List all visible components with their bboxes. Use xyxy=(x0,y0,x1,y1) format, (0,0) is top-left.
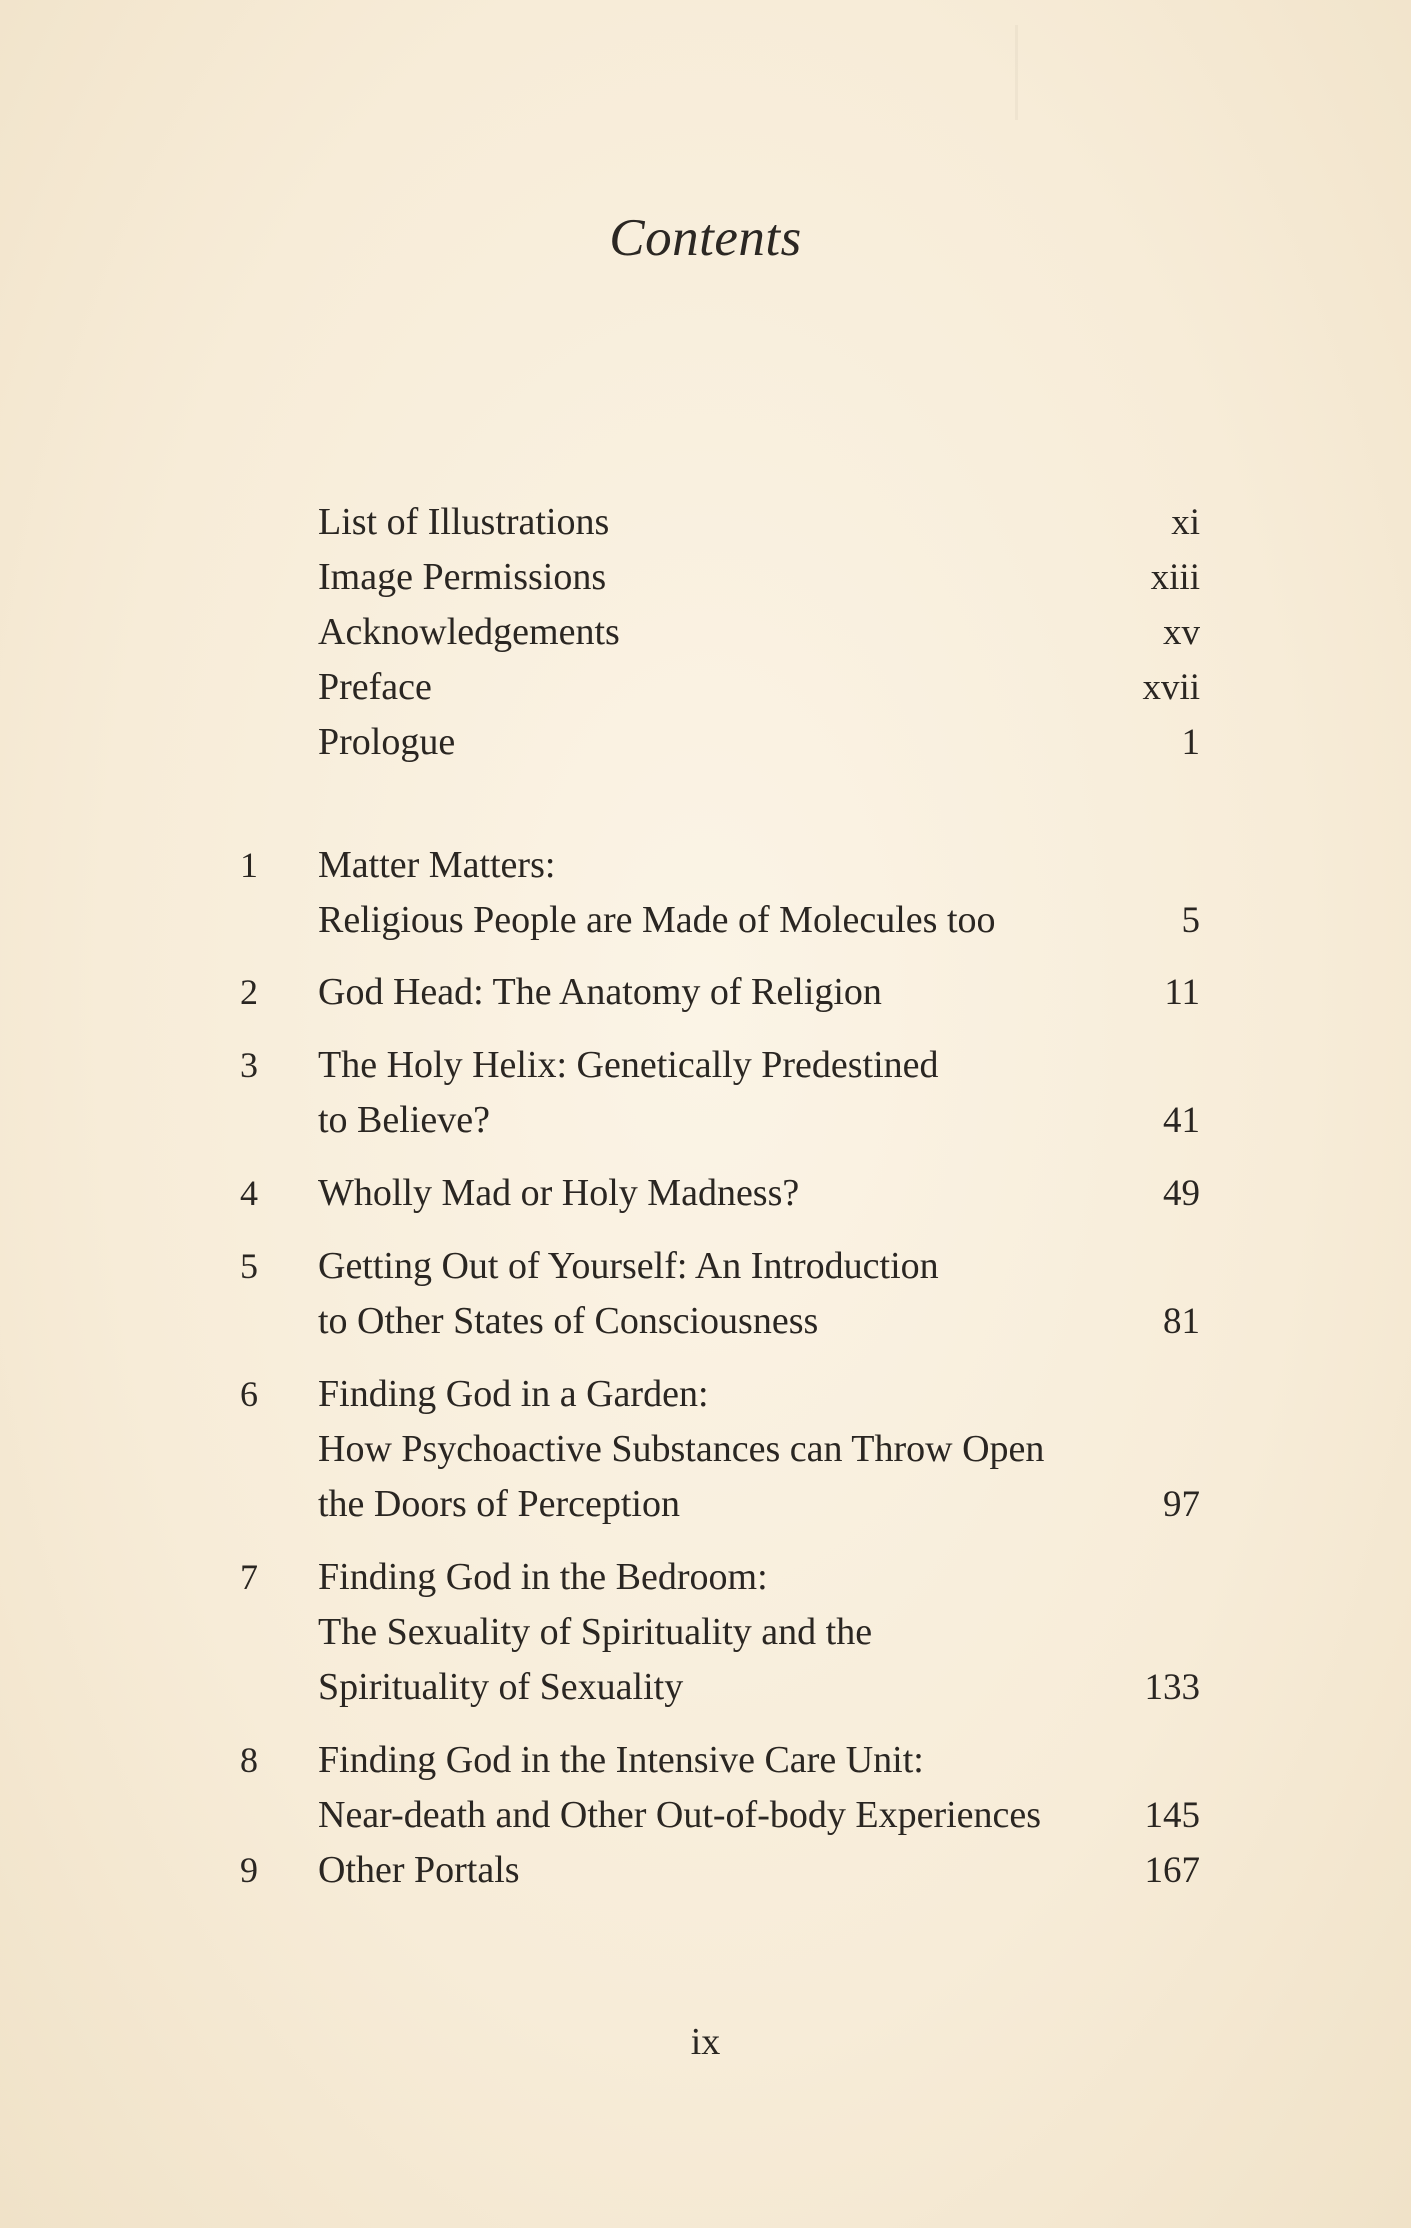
chapter-page: 145 xyxy=(1144,1795,1200,1836)
chapter-title xyxy=(318,1843,1078,1898)
chapter-title-line: God Head: The Anatomy of Religion xyxy=(318,971,882,1013)
chapter-number: 4 xyxy=(240,1173,258,1213)
toc-entry-page: 1 xyxy=(1181,722,1200,763)
chapter-title-line: the Doors of Perception xyxy=(318,1483,680,1525)
chapter-page: 81 xyxy=(1163,1301,1200,1342)
chapter-title-line: Near-death and Other Out-of-body Experiences xyxy=(318,1794,1042,1836)
chapter-title-line: to Believe? xyxy=(318,1099,490,1141)
chapter-title-line: Matter Matters: xyxy=(318,844,556,886)
toc-entry-label: Acknowledgements xyxy=(318,611,620,653)
chapter-title xyxy=(318,965,1078,1020)
chapter-title xyxy=(318,1367,1078,1532)
chapter-number: 2 xyxy=(240,972,258,1012)
chapter-title xyxy=(318,1166,1078,1221)
chapter-title-line: Wholly Mad or Holy Madness? xyxy=(318,1172,800,1214)
chapter-title-line: Religious People are Made of Molecules too xyxy=(318,899,996,941)
toc-entry-page: xvii xyxy=(1142,667,1200,708)
chapter-number: 9 xyxy=(240,1850,258,1890)
chapter-page: 97 xyxy=(1163,1484,1200,1525)
page-title: Contents xyxy=(609,209,802,267)
chapter-number: 7 xyxy=(240,1557,258,1597)
chapter-number: 1 xyxy=(240,845,258,885)
chapter-page: 41 xyxy=(1163,1100,1200,1141)
chapter-title-line: The Sexuality of Spirituality and the xyxy=(318,1611,873,1653)
chapter-title-line: Other Portals xyxy=(318,1849,520,1891)
chapter-title xyxy=(318,1733,1078,1843)
chapter-title-line: Getting Out of Yourself: An Introduction xyxy=(318,1245,939,1287)
chapter-page: 167 xyxy=(1144,1850,1200,1891)
chapter-title-line: Finding God in a Garden: xyxy=(318,1373,709,1415)
toc-entry-label: Image Permissions xyxy=(318,556,607,598)
chapter-number: 8 xyxy=(240,1740,258,1780)
chapter-title xyxy=(318,838,1078,948)
chapter-title xyxy=(318,1239,1078,1349)
chapter-number: 5 xyxy=(240,1246,258,1286)
chapter-page: 11 xyxy=(1164,972,1200,1013)
chapter-title-line: Spirituality of Sexuality xyxy=(318,1666,684,1708)
toc-entry-label: Preface xyxy=(318,666,432,708)
chapter-page: 5 xyxy=(1181,900,1200,941)
chapter-title-line: How Psychoactive Substances can Throw Open xyxy=(318,1428,1045,1470)
chapter-page: 133 xyxy=(1144,1667,1200,1708)
chapter-title-line: The Holy Helix: Genetically Predestined xyxy=(318,1044,939,1086)
chapter-number: 6 xyxy=(240,1374,258,1414)
chapter-title-line: Finding God in the Intensive Care Unit: xyxy=(318,1739,924,1781)
toc-entry-label: List of Illustrations xyxy=(318,501,610,543)
toc-entry-page: xiii xyxy=(1150,557,1200,598)
page-number: ix xyxy=(690,2021,721,2063)
toc-entry-page: xi xyxy=(1171,502,1200,543)
chapter-title xyxy=(318,1038,1078,1148)
toc-entry-page: xv xyxy=(1163,612,1200,653)
chapter-title-line: to Other States of Consciousness xyxy=(318,1300,819,1342)
chapter-page: 49 xyxy=(1163,1173,1200,1214)
chapter-title-line: Finding God in the Bedroom: xyxy=(318,1556,768,1598)
chapter-title xyxy=(318,1550,1078,1715)
toc-entry-label: Prologue xyxy=(318,721,456,763)
scan-shadow xyxy=(1015,25,1018,120)
chapter-number: 3 xyxy=(240,1045,258,1085)
